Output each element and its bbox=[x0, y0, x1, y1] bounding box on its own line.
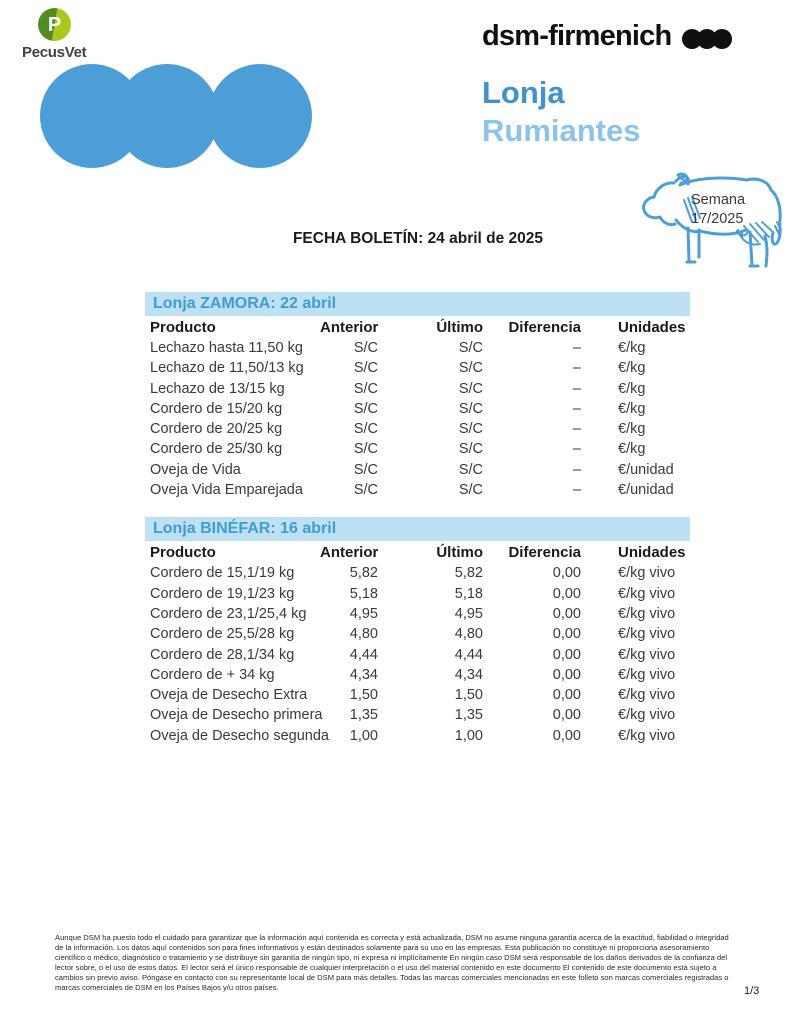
ultimo-value: S/C bbox=[458, 461, 483, 478]
pecusvet-logo-icon bbox=[38, 8, 71, 41]
diferencia-value: 0,00 bbox=[552, 707, 581, 724]
diferencia-value: – bbox=[572, 400, 581, 417]
product-name: Cordero de 25/30 kg bbox=[150, 441, 283, 458]
table-row bbox=[145, 480, 690, 500]
table-header-row bbox=[145, 542, 690, 563]
ultimo-value: 4,44 bbox=[454, 646, 483, 663]
ultimo-value: S/C bbox=[458, 380, 483, 397]
anterior-value: S/C bbox=[353, 400, 378, 417]
table-row bbox=[145, 399, 690, 419]
anterior-value: S/C bbox=[353, 441, 378, 458]
table-row bbox=[145, 379, 690, 399]
ultimo-value: 5,82 bbox=[454, 565, 483, 582]
document-title bbox=[482, 74, 640, 150]
diferencia-value: – bbox=[572, 441, 581, 458]
unidades-value: €/kg bbox=[618, 400, 646, 417]
unidades-value: €/kg vivo bbox=[618, 646, 676, 663]
product-name: Cordero de 15/20 kg bbox=[150, 400, 283, 417]
cow-sketch-illustration bbox=[634, 168, 791, 276]
table-row bbox=[145, 460, 690, 480]
unidades-value: €/kg vivo bbox=[618, 626, 676, 643]
table-title: Lonja ZAMORA: 22 abril bbox=[153, 295, 337, 312]
disclaimer-text: Aunque DSM ha puesto todo el cuidado para garantizar que la información aquí contenida es correcta y está actualizada, DSM no asume ninguna garantía acerca de la exactitud, fiabilidad o integridad de la información. Los datos aquí contenidos son para fines informativos y están destinados solamente para su uso en las empresas. Esta publicación no constituye ni proporciona asesoramiento científico o médico, diagnóstico o tratamiento y se distribuye sin garantía de ningún tipo, ni expresa ni implícitamente En ningún caso DSM será responsable de los daños derivados de la confianza del lector sobre, o el uso de estos datos. El lector será el único responsable de cualquier interpretación o el uso del material contenido en este documento El contenido de este documento está sujeto a cambios sin previo aviso. Póngase en contacto con su representante local de DSM para más detalles. Todas las marcas comerciales mencionadas en este folleto son marcas comerciales registradas o marcas comerciales de DSM en los Países Bajos y/u otros países. bbox=[55, 933, 729, 992]
product-name: Lechazo de 11,50/13 kg bbox=[150, 360, 304, 377]
diferencia-value: 0,00 bbox=[552, 666, 581, 683]
unidades-value: €/kg vivo bbox=[618, 687, 676, 704]
anterior-value: 4,95 bbox=[349, 605, 378, 622]
table-row bbox=[145, 665, 690, 685]
diferencia-value: 0,00 bbox=[552, 646, 581, 663]
table-row bbox=[145, 358, 690, 378]
ultimo-value: S/C bbox=[458, 400, 483, 417]
product-name: Cordero de + 34 kg bbox=[150, 666, 275, 683]
product-name: Cordero de 23,1/25,4 kg bbox=[150, 605, 307, 622]
column-header: Unidades bbox=[618, 319, 686, 336]
ultimo-value: S/C bbox=[458, 340, 483, 356]
dsm-three-dots-icon bbox=[682, 29, 732, 49]
unidades-value: €/kg vivo bbox=[618, 605, 676, 622]
table-row bbox=[145, 645, 690, 665]
unidades-value: €/kg vivo bbox=[618, 585, 676, 602]
table-row bbox=[145, 439, 690, 459]
ultimo-value: S/C bbox=[458, 482, 483, 499]
week-value: 17/2025 bbox=[691, 211, 744, 227]
product-name: Oveja de Desecho primera bbox=[150, 707, 323, 724]
diferencia-value: 0,00 bbox=[552, 585, 581, 602]
ultimo-value: 4,95 bbox=[454, 605, 483, 622]
pecusvet-wordmark: PecusVet bbox=[22, 44, 87, 61]
anterior-value: 4,80 bbox=[349, 626, 378, 643]
dsm-firmenich-wordmark: dsm-firmenich bbox=[482, 20, 672, 52]
product-name: Lechazo hasta 11,50 kg bbox=[150, 340, 303, 356]
product-name: Oveja de Vida bbox=[150, 461, 241, 478]
binefar-price-table bbox=[145, 542, 690, 746]
ultimo-value: 4,80 bbox=[454, 626, 483, 643]
anterior-value: 5,82 bbox=[349, 565, 378, 582]
ultimo-value: 1,50 bbox=[454, 687, 483, 704]
anterior-value: S/C bbox=[353, 380, 378, 397]
dsm-firmenich-logo bbox=[482, 20, 732, 53]
table-row bbox=[145, 685, 690, 705]
table-header-row bbox=[145, 317, 690, 338]
unidades-value: €/kg vivo bbox=[618, 565, 676, 582]
column-header: Diferencia bbox=[508, 319, 581, 336]
anterior-value: S/C bbox=[353, 340, 378, 356]
diferencia-value: 0,00 bbox=[552, 687, 581, 704]
unidades-value: €/unidad bbox=[618, 482, 674, 499]
product-name: Cordero de 20/25 kg bbox=[150, 421, 283, 438]
price-tables bbox=[145, 292, 690, 746]
anterior-value: 1,50 bbox=[349, 687, 378, 704]
lonja-zamora-section bbox=[145, 292, 690, 500]
anterior-value: 1,35 bbox=[349, 707, 378, 724]
table-row bbox=[145, 584, 690, 604]
page-number: 1/3 bbox=[744, 985, 760, 997]
table-title-bar bbox=[145, 517, 690, 541]
anterior-value: 4,44 bbox=[349, 646, 378, 663]
ultimo-value: 1,00 bbox=[454, 727, 483, 744]
diferencia-value: – bbox=[572, 360, 581, 377]
diferencia-value: 0,00 bbox=[552, 727, 581, 744]
ultimo-value: S/C bbox=[458, 360, 483, 377]
diferencia-value: – bbox=[572, 380, 581, 397]
table-row bbox=[145, 338, 690, 358]
product-name: Cordero de 28,1/34 kg bbox=[150, 646, 295, 663]
pecusvet-logo bbox=[22, 8, 86, 61]
anterior-value: 4,34 bbox=[349, 666, 378, 683]
table-title-bar bbox=[145, 292, 690, 316]
bulletin-date: FECHA BOLETÍN: 24 abril de 2025 bbox=[292, 230, 544, 247]
table-row bbox=[145, 624, 690, 644]
ultimo-value: 5,18 bbox=[454, 585, 483, 602]
diferencia-value: 0,00 bbox=[552, 565, 581, 582]
column-header: Último bbox=[436, 544, 483, 562]
table-row bbox=[145, 726, 690, 746]
column-header: Unidades bbox=[618, 544, 686, 562]
anterior-value: S/C bbox=[353, 360, 378, 377]
column-header: Anterior bbox=[320, 319, 379, 336]
unidades-value: €/kg bbox=[618, 340, 646, 356]
title-line-2: Rumiantes bbox=[482, 113, 641, 148]
unidades-value: €/kg vivo bbox=[618, 727, 676, 744]
unidades-value: €/kg vivo bbox=[618, 707, 676, 724]
ultimo-value: S/C bbox=[458, 421, 483, 438]
table-row bbox=[145, 419, 690, 439]
unidades-value: €/kg bbox=[618, 441, 646, 458]
zamora-price-table bbox=[145, 317, 690, 500]
column-header: Último bbox=[436, 319, 483, 336]
ultimo-value: S/C bbox=[458, 441, 483, 458]
product-name: Cordero de 19,1/23 kg bbox=[150, 585, 295, 602]
column-header: Producto bbox=[150, 544, 216, 562]
anterior-value: 1,00 bbox=[349, 727, 378, 744]
product-name: Oveja de Desecho segunda bbox=[150, 727, 329, 744]
unidades-value: €/kg bbox=[618, 421, 646, 438]
title-line-1: Lonja bbox=[482, 75, 565, 110]
unidades-value: €/kg bbox=[618, 360, 646, 377]
unidades-value: €/unidad bbox=[618, 461, 674, 478]
table-row bbox=[145, 563, 690, 583]
diferencia-value: – bbox=[572, 461, 581, 478]
product-name: Oveja de Desecho Extra bbox=[150, 687, 308, 704]
anterior-value: 5,18 bbox=[349, 585, 378, 602]
week-label: Semana bbox=[691, 192, 746, 208]
pecusvet-initial: P bbox=[47, 13, 62, 36]
diferencia-value: – bbox=[572, 482, 581, 499]
product-name: Lechazo de 13/15 kg bbox=[150, 380, 285, 397]
diferencia-value: 0,00 bbox=[552, 626, 581, 643]
blue-circle-icon bbox=[115, 64, 219, 168]
blue-circle-icon bbox=[208, 64, 312, 168]
column-header: Anterior bbox=[320, 544, 379, 562]
ultimo-value: 1,35 bbox=[454, 707, 483, 724]
anterior-value: S/C bbox=[353, 421, 378, 438]
lonja-binefar-section bbox=[145, 517, 690, 746]
column-header: Diferencia bbox=[508, 544, 581, 562]
table-title: Lonja BINÉFAR: 16 abril bbox=[153, 520, 337, 538]
diferencia-value: 0,00 bbox=[552, 605, 581, 622]
product-name: Oveja Vida Emparejada bbox=[150, 482, 303, 499]
unidades-value: €/kg vivo bbox=[618, 666, 676, 683]
table-row bbox=[145, 705, 690, 725]
anterior-value: S/C bbox=[353, 482, 378, 499]
dsm-dot-icon bbox=[712, 29, 732, 49]
product-name: Cordero de 25,5/28 kg bbox=[150, 626, 295, 643]
diferencia-value: – bbox=[572, 340, 581, 356]
unidades-value: €/kg bbox=[618, 380, 646, 397]
product-name: Cordero de 15,1/19 kg bbox=[150, 565, 295, 582]
table-row bbox=[145, 604, 690, 624]
diferencia-value: – bbox=[572, 421, 581, 438]
ultimo-value: 4,34 bbox=[454, 666, 483, 683]
column-header: Producto bbox=[150, 319, 216, 336]
anterior-value: S/C bbox=[353, 461, 378, 478]
